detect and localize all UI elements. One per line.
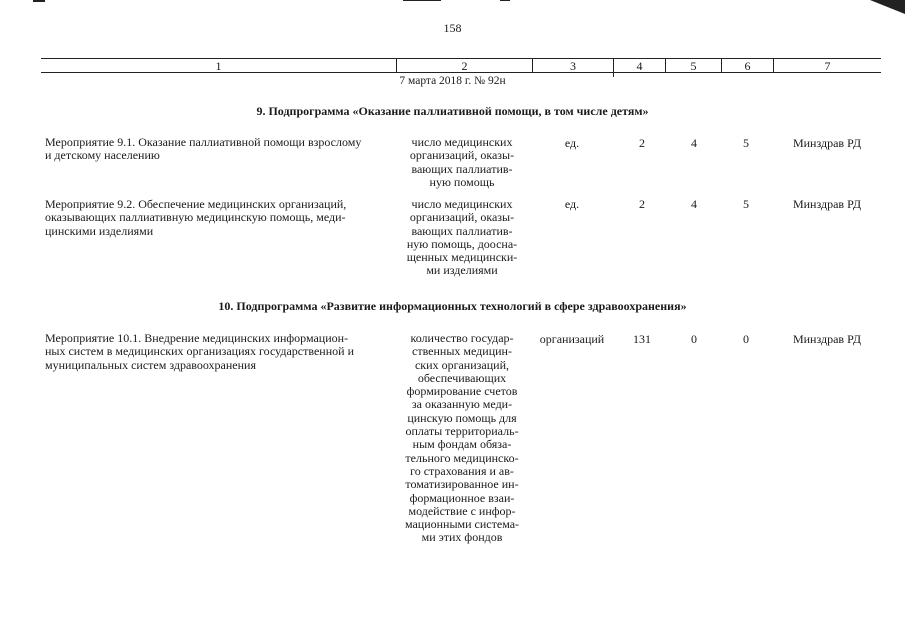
text-line: вающих паллиатив-	[411, 161, 513, 176]
text-line: организаций, оказы-	[409, 148, 515, 163]
column-header-4: 4	[636, 59, 643, 73]
value-cell: 131	[633, 332, 651, 346]
column-header-5: 5	[690, 59, 697, 73]
text-line: формационное взаи-	[409, 490, 515, 505]
value-cell: 2	[639, 197, 645, 211]
scan-mark-corner	[870, 0, 905, 14]
unit-cell: ед.	[564, 197, 580, 211]
indicator-description	[397, 332, 527, 545]
scan-mark-top-center	[403, 0, 441, 1]
value-cell: 5	[743, 197, 749, 211]
scan-mark-top-center-2	[500, 0, 510, 1]
text-line: Мероприятие 9.2. Обеспечение медицинских организаций,	[45, 197, 347, 211]
scan-mark-top-left	[33, 0, 45, 2]
text-line: ным фондам обяза-	[412, 437, 512, 452]
column-header-6: 6	[744, 59, 751, 73]
text-line: Мероприятие 9.1. Оказание паллиативной помощи взрослому	[45, 135, 362, 149]
text-line: ми этих фондов	[421, 530, 503, 545]
indicator-description	[397, 198, 527, 278]
column-header-3: 3	[570, 59, 576, 73]
event-description	[45, 198, 390, 238]
value-cell: 4	[691, 197, 697, 211]
text-line: число медицинских	[411, 135, 513, 149]
text-line: количество государ-	[410, 331, 514, 345]
text-line: ную помощь, доосна-	[406, 236, 518, 251]
event-description	[45, 332, 390, 372]
text-line: мационными система-	[404, 517, 520, 532]
executor-cell: Минздрав РД	[792, 197, 862, 211]
text-line: щенных медицински-	[406, 250, 518, 265]
text-line: ных систем в медицинских организациях государственной и	[45, 344, 354, 359]
unit-cell: ед.	[564, 136, 580, 150]
text-line: ми изделиями	[426, 263, 498, 278]
value-cell: 0	[743, 332, 749, 346]
text-line: обеспечивающих	[417, 370, 507, 385]
unit-cell: организаций	[539, 332, 605, 346]
value-cell: 5	[743, 136, 749, 150]
text-line: организаций, оказы-	[409, 210, 515, 225]
text-line: модействие с инфор-	[408, 503, 516, 518]
text-line: Мероприятие 10.1. Внедрение медицинских информацион-	[45, 331, 349, 345]
value-cell: 4	[691, 136, 697, 150]
value-cell: 0	[691, 332, 697, 346]
text-line: муниципальных систем здравоохранения	[45, 357, 256, 372]
indicator-description	[397, 136, 527, 189]
document-date-stamp: 7 марта 2018 г. № 92н	[399, 75, 506, 87]
text-line: вающих паллиатив-	[411, 223, 513, 238]
text-line: го страхования и ав-	[410, 463, 514, 478]
column-header-2: 2	[461, 59, 468, 73]
text-line: оплаты территориаль-	[405, 424, 519, 439]
text-line: число медицинских	[411, 197, 513, 211]
section-title: 10. Подпрограмма «Развитие информационных технологий в сфере здравоохранения»	[218, 299, 687, 313]
page-number: 158	[443, 21, 462, 35]
text-line: оказывающих паллиативную медицинскую помощь, меди-	[45, 210, 346, 225]
column-header-1: 1	[215, 59, 222, 73]
text-line: формирование счетов	[406, 384, 518, 399]
executor-cell: Минздрав РД	[792, 136, 862, 150]
column-header-row	[41, 58, 881, 73]
value-cell: 2	[639, 136, 645, 150]
text-line: за оказанную меди-	[411, 397, 513, 412]
text-line: и детскому населению	[45, 148, 160, 163]
text-line: ских организаций,	[414, 357, 509, 372]
text-line: цинскими изделиями	[45, 223, 154, 238]
text-line: тельного медицинско-	[405, 450, 519, 465]
event-description	[45, 136, 390, 163]
column-header-7: 7	[824, 59, 831, 73]
executor-cell: Минздрав РД	[792, 332, 862, 346]
text-line: ственных медицин-	[412, 344, 512, 359]
text-line: томатизированное ин-	[405, 477, 519, 492]
text-line: цинскую помощь для	[407, 410, 517, 425]
text-line: ную помощь	[429, 174, 495, 189]
section-title: 9. Подпрограмма «Оказание паллиативной помощи, в том числе детям»	[256, 104, 649, 118]
